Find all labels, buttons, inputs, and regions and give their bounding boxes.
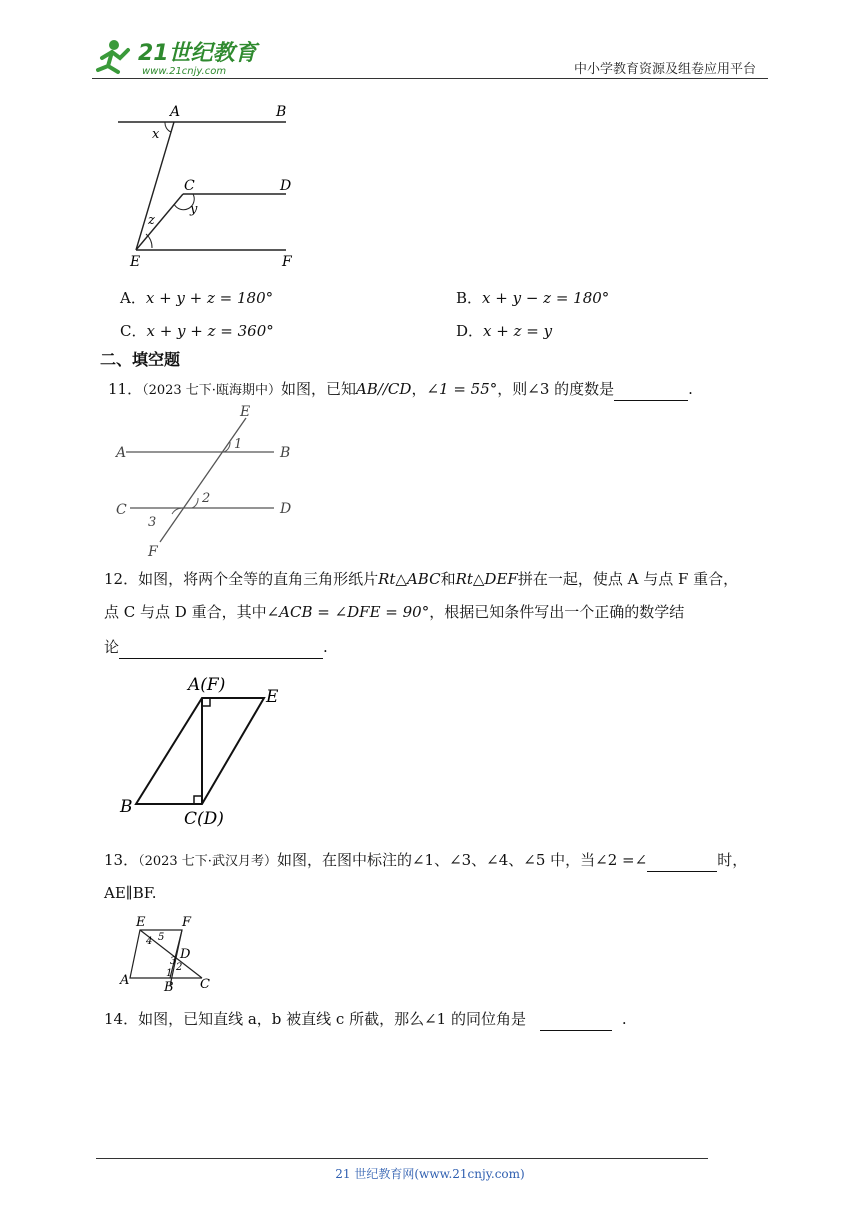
q13-answer-blank[interactable] — [647, 849, 717, 872]
q10-option-d: D．x + z = y — [456, 322, 553, 340]
q13-angle-3: 3 — [170, 956, 177, 967]
q11-angle-2: 2 — [202, 491, 211, 506]
q11-label-d: D — [280, 501, 292, 517]
q11-angle-1: 1 — [234, 437, 243, 452]
q12-answer-blank[interactable] — [119, 636, 323, 659]
q10-label-c: C — [184, 178, 195, 194]
q13-angle-5: 5 — [158, 932, 165, 943]
q12-line-3: 论 . — [104, 636, 328, 659]
runner-icon — [98, 40, 128, 72]
q12-label-e: E — [266, 687, 279, 707]
q11-figure — [112, 402, 302, 564]
q10-option-a: A．x + y + z = 180° — [120, 289, 274, 307]
q10-label-f: F — [282, 254, 292, 270]
q10-angle-y: y — [190, 202, 198, 217]
q14-text: 14．如图，已知直线 a，b 被直线 c 所截，那么∠1 的同位角是 . — [104, 1008, 627, 1031]
q13-label-d: D — [180, 947, 191, 962]
logo-text: 21世纪教育 — [138, 41, 257, 66]
q14-answer-blank[interactable] — [540, 1008, 612, 1031]
q11-label-b: B — [280, 445, 291, 461]
q13-label-c: C — [200, 977, 210, 992]
q10-label-d: D — [280, 178, 292, 194]
q13-angle-2: 2 — [176, 962, 183, 973]
logo-url: www.21cnjy.com — [142, 66, 227, 77]
q10-angle-z: z — [148, 213, 155, 228]
q13-angle-1: 1 — [166, 968, 173, 979]
q10-figure — [110, 98, 310, 277]
q13-label-e: E — [136, 915, 146, 930]
q10-label-e: E — [130, 254, 141, 270]
q12-line-2: 点 C 与点 D 重合，其中∠ACB = ∠DFE = 90°，根据已知条件写出一个正确的数学结 — [104, 603, 685, 621]
q13-label-b: B — [164, 980, 174, 992]
q11-label-e: E — [240, 404, 251, 420]
q13-line-1: 13．（2023 七下·武汉月考）如图，在图中标注的∠1、∠3、∠4、∠5 中，当∠2 =∠ 时， — [104, 849, 774, 873]
q12-label-cd: C(D) — [184, 809, 224, 829]
q10-option-b: B．x + y − z = 180° — [456, 289, 610, 307]
q13-label-f: F — [182, 915, 192, 930]
q10-option-c: C．x + y + z = 360° — [120, 322, 274, 340]
q12-label-b: B — [120, 797, 133, 817]
q13-label-a: A — [120, 973, 130, 988]
q13-angle-4: 4 — [146, 936, 153, 947]
header-divider — [92, 78, 768, 79]
q11-label-f: F — [148, 544, 158, 560]
q11-answer-blank[interactable] — [614, 378, 688, 401]
q10-label-a: A — [170, 104, 181, 120]
header-platform-text: 中小学教育资源及组卷应用平台 — [573, 62, 756, 77]
section-title: 二、填空题 — [100, 350, 181, 369]
q11-text: 11．（2023 七下·瓯海期中）如图，已知AB//CD，∠1 = 55°，则∠3 的度数是 . — [108, 378, 693, 402]
q11-label-a: A — [116, 445, 127, 461]
footer-link[interactable]: 21 世纪教育网(www.21cnjy.com) — [335, 1167, 525, 1181]
q11-label-c: C — [116, 502, 127, 518]
q12-label-af: A(F) — [188, 675, 226, 695]
q11-angle-3: 3 — [148, 515, 157, 530]
q12-figure — [112, 668, 312, 838]
q10-label-b: B — [276, 104, 287, 120]
footer-divider — [96, 1158, 708, 1159]
q10-angle-x: x — [152, 127, 160, 142]
site-logo — [92, 36, 262, 78]
q12-line-1: 12．如图，将两个全等的直角三角形纸片Rt△ABC和Rt△DEF拼在一起，使点 A 与点 F 重合， — [104, 570, 739, 588]
q13-figure — [118, 912, 228, 996]
q13-line-2: AE∥BF. — [104, 884, 157, 902]
